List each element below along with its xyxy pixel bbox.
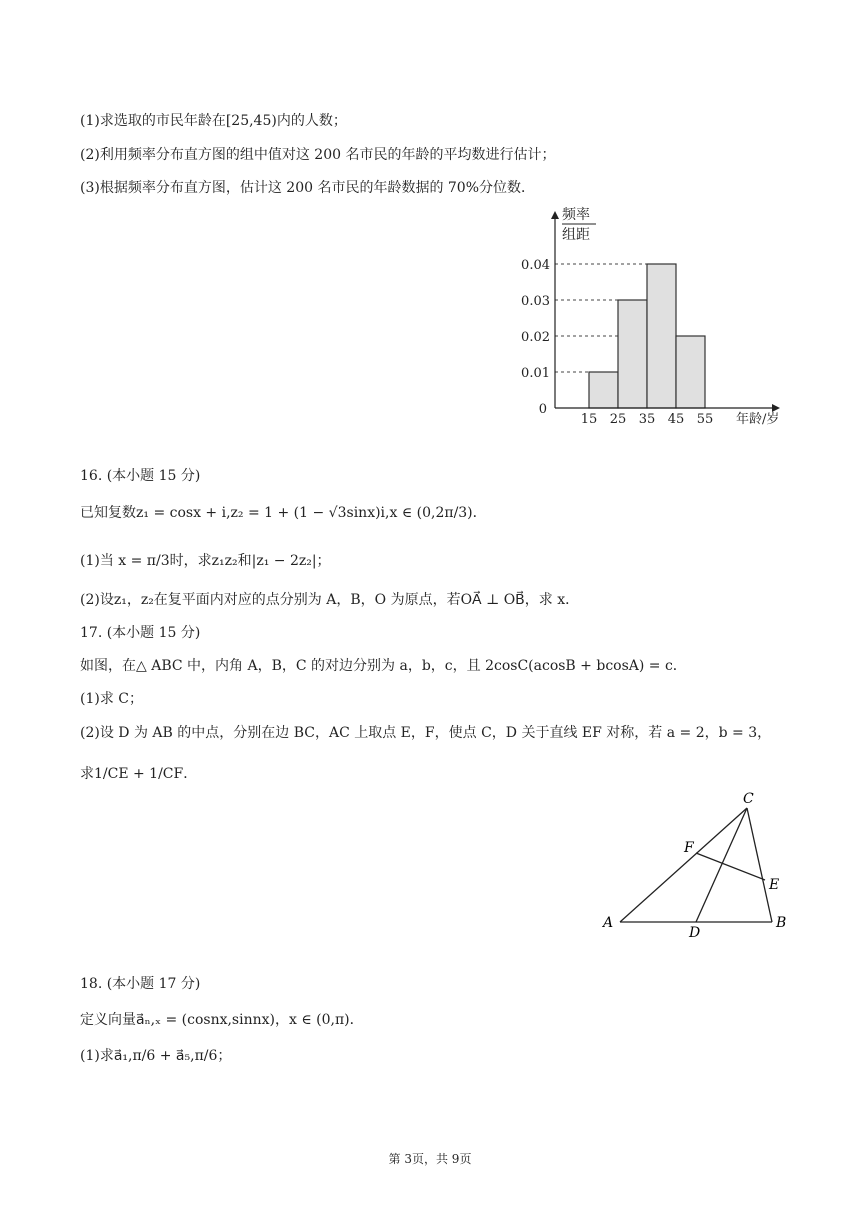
x-tick-label-2: 35 [638, 412, 656, 427]
segment-cd [696, 808, 747, 922]
q16-part2: (2)设z₁，z₂在复平面内对应的点分别为 A，B，O 为原点，若OA⃗ ⊥ OB⃗，求 x． [80, 592, 580, 608]
side-bc [747, 808, 772, 922]
x-tick-label-1: 25 [609, 412, 627, 427]
q17-part2-ask: 求1/CE + 1/CF． [80, 766, 198, 782]
frequency-histogram [510, 195, 800, 435]
histogram-bar-2 [647, 264, 676, 408]
q16-stem: 已知复数z₁ = cosx + i,z₂ = 1 + (1 − √3sinx)i,x ∈ (0,2π/3)． [80, 505, 487, 521]
label-d: D [689, 925, 701, 940]
x-axis-title: 年龄/岁 [736, 412, 780, 427]
q17-stem: 如图，在△ ABC 中，内角 A，B，C 的对边分别为 a，b，c，且 2cosC(acosB + bcosA) = c． [80, 658, 687, 674]
histogram-bar-3 [676, 336, 705, 408]
y-axis-title-top: 频率 [562, 207, 590, 223]
q18-part1: (1)求a⃗₁,π/6 + a⃗₅,π/6； [80, 1048, 232, 1064]
q17-header: 17. (本小题 15 分) [80, 625, 201, 641]
x-tick-label-4: 55 [696, 412, 714, 427]
q18-stem: 定义向量a⃗ₙ,ₓ = (cosnx,sinnx)，x ∈ (0,π)． [80, 1012, 364, 1028]
x-tick-label-0: 15 [580, 412, 598, 427]
label-a: A [603, 915, 614, 931]
histogram-bar-1 [618, 300, 647, 408]
segment-ef [696, 853, 765, 880]
label-b: B [776, 915, 787, 931]
q18-header: 18. (本小题 17 分) [80, 976, 201, 992]
label-e: E [769, 877, 780, 893]
q16-header: 16. (本小题 15 分) [80, 468, 201, 484]
y-tick-label-2: 0.03 [521, 294, 550, 309]
q15-part1: (1)求选取的市民年龄在[25,45)内的人数； [80, 113, 347, 129]
q17-part1: (1)求 C； [80, 691, 143, 707]
y-axis-title-bottom: 组距 [562, 227, 590, 243]
y-tick-label-0: 0.01 [521, 366, 550, 381]
triangle-figure [595, 790, 805, 940]
label-f: F [684, 840, 694, 856]
histogram-bar-0 [589, 372, 618, 408]
q15-part3: (3)根据频率分布直方图，估计这 200 名市民的年龄数据的 70%分位数． [80, 180, 536, 196]
q15-part2: (2)利用频率分布直方图的组中值对这 200 名市民的年龄的平均数进行估计； [80, 147, 556, 163]
y-tick-label-3: 0.04 [521, 258, 550, 273]
label-c: C [743, 791, 754, 807]
x-tick-label-3: 45 [667, 412, 685, 427]
q16-part1: (1)当 x = π/3时，求z₁z₂和|z₁ − 2z₂|； [80, 553, 331, 569]
origin-label: 0 [538, 402, 547, 417]
y-axis-arrow-icon [551, 211, 559, 219]
y-tick-label-1: 0.02 [521, 330, 550, 345]
q17-part2: (2)设 D 为 AB 的中点，分别在边 BC，AC 上取点 E，F，使点 C，D 关于直线 EF 对称，若 a = 2，b = 3， [80, 725, 772, 741]
page-footer: 第 3页，共 9页 [388, 1152, 472, 1166]
x-axis-arrow-icon [772, 404, 780, 412]
